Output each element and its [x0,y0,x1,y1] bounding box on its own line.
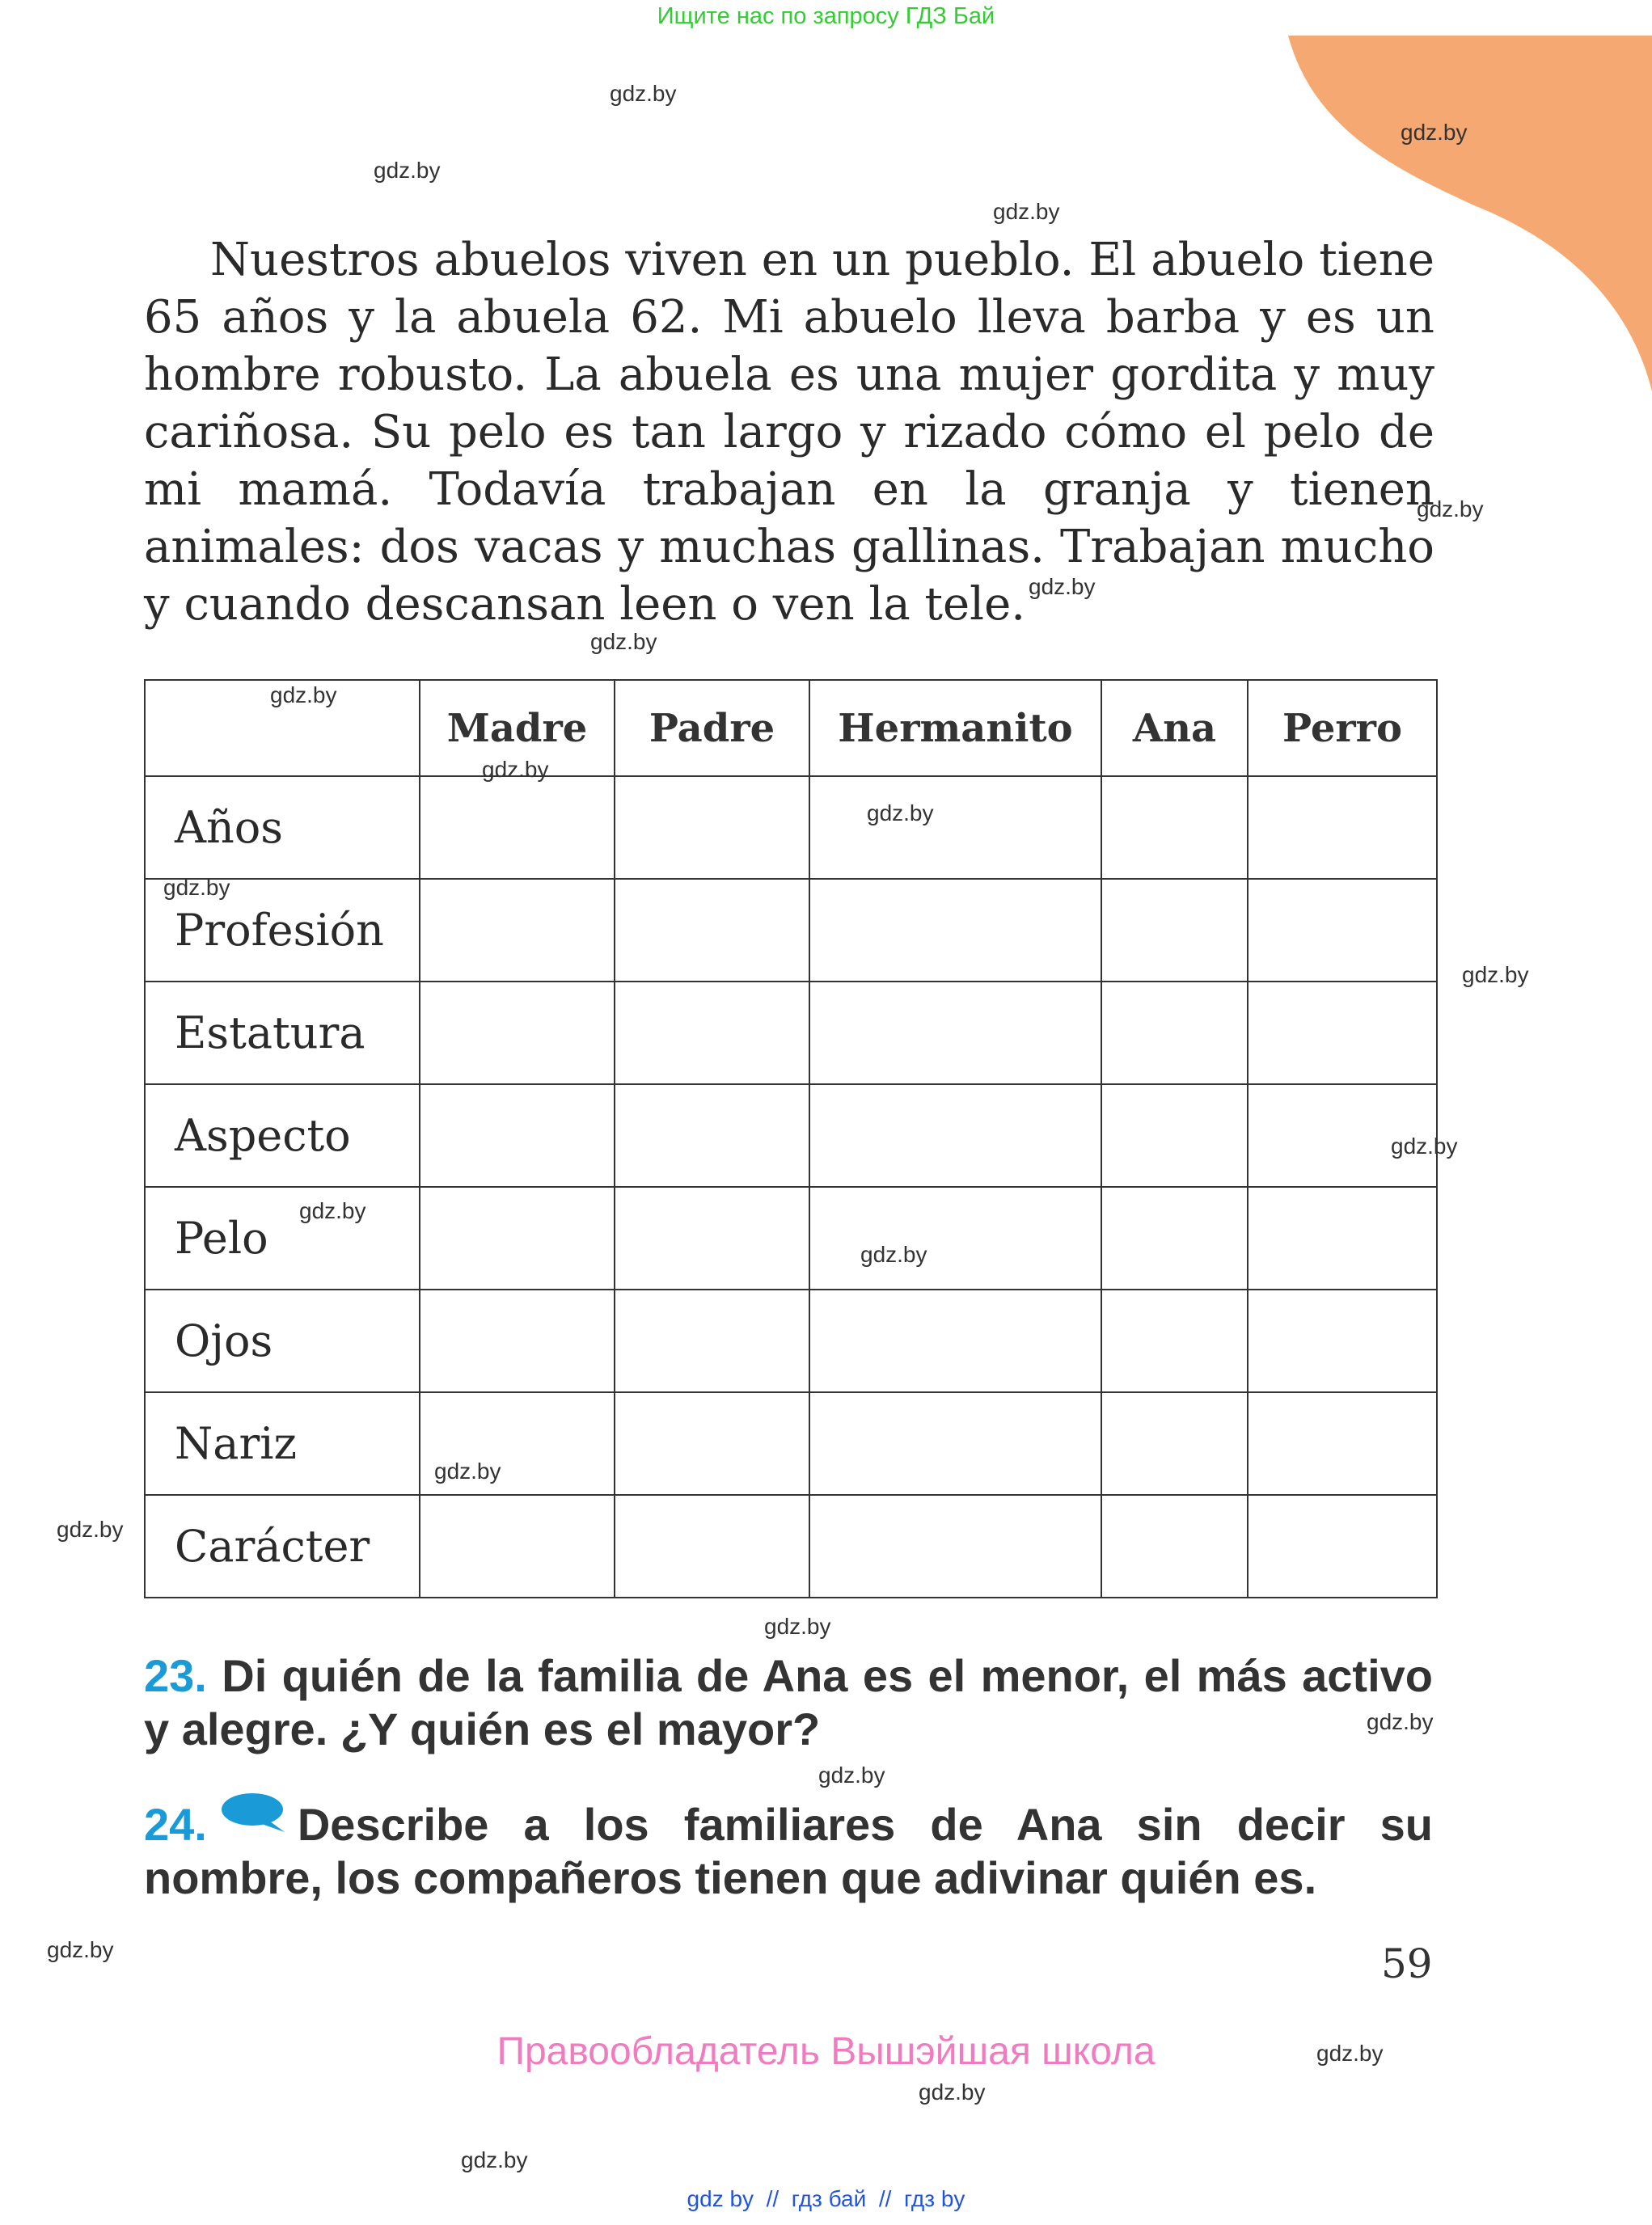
answer-cell [615,1084,809,1187]
answer-cell [1248,982,1437,1084]
answer-cell [420,1392,615,1495]
table-row [145,1392,1437,1495]
answer-cell [1101,1392,1248,1495]
column-header: Hermanito [809,680,1101,776]
footer-link[interactable]: gdz by [687,2186,754,2211]
row-label: Estatura [145,982,420,1084]
answer-cell [1248,1187,1437,1290]
footer-link[interactable]: гдз бай [791,2186,867,2211]
reading-passage: Nuestros abuelos viven en un pueblo. El abuelo tiene 65 años y la abuela 62. Mi abuelo lleva barba y es un hombre robusto. La abuela es una mujer gordita y muy cariñosa. Su pelo es tan largo y rizado cómo el pelo de mi mamá. Todavía trabajan en la granja y tienen animales: dos vacas y muchas gallinas. Trabajan mucho y cuando descansan leen o ven la tele. [144,234,1434,631]
watermark: gdz.by [1391,1134,1458,1159]
table-row [145,776,1437,879]
answer-cell [1248,1290,1437,1392]
row-label: Aspecto [145,1084,420,1187]
table-row [145,879,1437,982]
watermark: gdz.by [818,1763,885,1788]
column-header: Perro [1248,680,1437,776]
row-label: Nariz [145,1392,420,1495]
watermark: gdz.by [1316,2041,1384,2066]
watermark: gdz.by [919,2079,986,2105]
speech-bubble-icon [220,1792,288,1834]
watermark: gdz.by [270,682,337,707]
table-row [145,1187,1437,1290]
watermark: gdz.by [299,1198,366,1223]
answer-cell [1101,879,1248,982]
answer-cell [1248,879,1437,982]
answer-cell [1101,982,1248,1084]
table-header-row [145,680,1437,776]
row-label: Carácter [145,1495,420,1598]
row-label: Pelo [145,1187,420,1290]
watermark: gdz.by [993,199,1060,224]
answer-cell [1248,1392,1437,1495]
answer-cell [420,1495,615,1598]
answer-cell [1101,1495,1248,1598]
watermark: gdz.by [867,800,934,825]
answer-cell [420,776,615,879]
watermark: gdz.by [374,158,441,183]
rights-holder: Правообладатель Вышэйшая школа [496,2030,1156,2073]
answer-cell [615,776,809,879]
answer-cell [420,1290,615,1392]
row-label: Profesión [145,879,420,982]
answer-cell [615,879,809,982]
task-text: Di quién de la familia de Ana es el menor, el más activo y alegre. ¿Y quién es el mayor? [144,1650,1433,1754]
table-row [145,982,1437,1084]
task-number: 23. [144,1650,207,1701]
table-row [145,1290,1437,1392]
watermark: gdz.by [1367,1709,1434,1734]
footer-separator: // [766,2186,780,2211]
watermark: gdz.by [47,1937,114,1962]
watermark: gdz.by [1417,496,1484,521]
top-banner: Ищите нас по запросу ГДЗ Бай [657,3,995,29]
answer-cell [1248,776,1437,879]
answer-cell [1101,1187,1248,1290]
row-label: Ojos [145,1290,420,1392]
answer-cell [809,1495,1101,1598]
answer-cell [1248,1084,1437,1187]
row-label: Años [145,776,420,879]
watermark: gdz.by [1029,574,1096,599]
answer-cell [615,982,809,1084]
answer-cell [1101,776,1248,879]
watermark: gdz.by [764,1614,831,1639]
footer-link[interactable]: гдз by [903,2186,965,2211]
answer-cell [420,1084,615,1187]
watermark: gdz.by [1462,962,1529,987]
answer-cell [809,776,1101,879]
answer-cell [809,879,1101,982]
footer-links [0,2186,1652,2212]
answer-cell [1248,1495,1437,1598]
table-row [145,1084,1437,1187]
family-description-table [144,679,1438,1598]
watermark: gdz.by [590,629,657,654]
watermark: gdz.by [434,1459,501,1484]
watermark: gdz.by [163,875,230,900]
answer-cell [615,1187,809,1290]
answer-cell [420,982,615,1084]
answer-cell [809,1392,1101,1495]
answer-cell [420,1187,615,1290]
header-empty-cell [145,680,420,776]
page-number: 59 [1381,1940,1433,1987]
task-24 [144,1792,1433,1905]
answer-cell [615,1392,809,1495]
task-23 [144,1649,1433,1756]
watermark: gdz.by [482,757,549,782]
task-text: Describe a los familiares de Ana sin decir su nombre, los compañeros tienen que adivinar quién es. [144,1799,1433,1903]
column-header: Madre [420,680,615,776]
watermark: gdz.by [461,2147,528,2172]
watermark: gdz.by [860,1242,927,1267]
answer-cell [615,1290,809,1392]
answer-cell [1101,1084,1248,1187]
footer-separator: // [878,2186,892,2211]
column-header: Ana [1101,680,1248,776]
answer-cell [1101,1290,1248,1392]
watermark: gdz.by [1401,120,1468,145]
answer-cell [809,982,1101,1084]
table-row [145,1495,1437,1598]
watermark: gdz.by [57,1517,124,1542]
watermark: gdz.by [610,81,677,106]
answer-cell [615,1495,809,1598]
answer-cell [809,1290,1101,1392]
task-number: 24. [144,1799,207,1850]
answer-cell [809,1084,1101,1187]
answer-cell [420,879,615,982]
answer-cell [809,1187,1101,1290]
column-header: Padre [615,680,809,776]
